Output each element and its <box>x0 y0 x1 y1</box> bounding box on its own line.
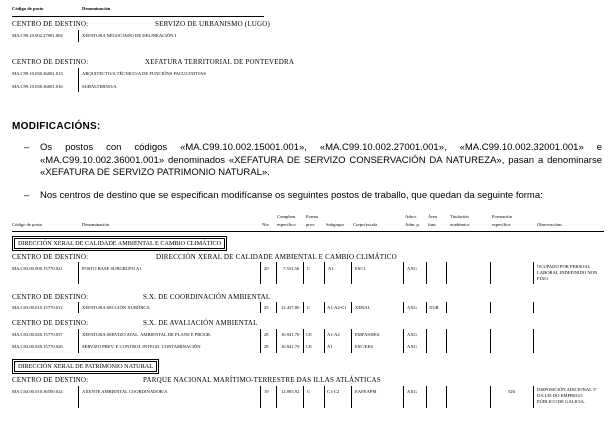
column-rule <box>276 386 277 408</box>
column-rule <box>403 302 404 313</box>
center-name: DIRECCIÓN XERAL DE CALIDADE AMBIENTAL E CAMBIO CLIMÁTICO <box>156 253 397 261</box>
post-training: 526 <box>508 389 515 394</box>
post-code: MA.C99.10.030.36001.016 <box>12 84 63 89</box>
column-rule <box>260 262 261 284</box>
column-rule <box>303 329 304 353</box>
center-label: CENTRO DE DESTINO: <box>12 253 89 261</box>
column-rule <box>303 302 304 313</box>
post-corps: EAFEAPM <box>355 389 377 394</box>
column-rule <box>490 329 491 353</box>
bullet-dash: – <box>24 142 30 153</box>
column-rule <box>446 302 447 313</box>
column-rule <box>403 329 404 353</box>
center-label: CENTRO DE DESTINO: <box>12 319 89 327</box>
post-corps: ESC/EES <box>355 344 373 349</box>
column-rule <box>533 386 534 408</box>
post-form: CE <box>306 344 312 349</box>
post-code: MA.C03.00.010.15770.012 <box>12 305 63 310</box>
post-level: 25 <box>264 305 269 310</box>
post-subgroup: A1 <box>328 266 334 271</box>
col-header-area: Área func. <box>428 214 438 227</box>
column-rule <box>490 302 491 313</box>
center-name: SERVIZO DE URBANISMO (LUGO) <box>155 20 271 28</box>
column-rule <box>276 302 277 313</box>
col-header-denomination: Denominación <box>82 222 110 227</box>
col-header-degree: Titulación académica <box>450 214 470 227</box>
post-adscription: AXG <box>407 266 417 271</box>
col-header-adscription: Adscr. Adm. p. <box>405 214 420 227</box>
post-code: MA.C03.00.020.15770.026 <box>12 344 63 349</box>
post-form: CE <box>306 332 312 337</box>
top-header-denomination: Denominación <box>82 6 111 11</box>
post-corps: ESC1 <box>355 266 366 271</box>
center-name: PARQUE NACIONAL MARÍTIMO-TERRESTRE DAS ILLAS ATLÁNTICAS <box>143 376 381 384</box>
column-rule <box>260 329 261 353</box>
col-header-code: Código de posto <box>12 222 43 227</box>
column-rule <box>78 302 79 313</box>
column-rule <box>490 386 491 408</box>
section-box: DIRECCIÓN XERAL DE PATRIMONIO NATURAL <box>14 361 157 372</box>
col-header-training: Formación específica <box>492 214 512 227</box>
post-form: C <box>307 389 311 394</box>
bullet-dash: – <box>24 190 30 201</box>
post-complement: 16.941,70 <box>281 332 300 337</box>
post-code: MA.C99.10.002.27001.004 <box>12 33 63 38</box>
post-corps: XERAL <box>355 305 371 310</box>
column-rule <box>533 329 534 353</box>
section-title: MODIFICACIÓNS: <box>12 121 101 132</box>
column-rule <box>276 262 277 284</box>
post-denomination: POSTO BASE SUBGRUPO A1 <box>82 266 142 271</box>
post-code: MA.C03.00.020.15770.037 <box>12 332 63 337</box>
column-rule <box>533 262 534 284</box>
post-area: XUR <box>429 305 439 310</box>
post-code: MA.C04.00.010.36500.024 <box>12 389 63 394</box>
column-rule <box>78 329 79 353</box>
column-rule <box>324 386 325 408</box>
column-rule <box>78 68 79 92</box>
post-denomination: XEFATURA SECCIÓN XURÍDICA <box>82 305 150 310</box>
column-rule <box>78 262 79 284</box>
post-adscription: AXG <box>407 344 417 349</box>
post-denomination: XEFATURA NEGOCIADO DE DELINEACIÓN I <box>82 33 177 38</box>
post-observations: DISPOSICIÓN ADICIONAL 5ª DA LEI DO EMPREGO PÚBLICO DE GALICIA. <box>537 387 597 404</box>
column-rule <box>324 302 325 313</box>
post-subgroup: A1 <box>327 344 333 349</box>
center-name: XEFATURA TERRITORIAL DE PONTEVEDRA <box>145 58 295 66</box>
column-rule <box>426 329 427 353</box>
modification-paragraph: Nos centros de destino que se especifican modifícanse os seguintes postos de traballo, que quedan da seguinte forma: <box>40 190 543 201</box>
column-rule <box>446 386 447 408</box>
center-label: CENTRO DE DESTINO: <box>12 20 89 28</box>
post-subgroup: A1-A2-C1 <box>327 305 347 310</box>
post-adscription: AXG <box>407 332 417 337</box>
column-rule <box>324 262 325 284</box>
post-corps: EMFAS/EES <box>355 332 380 337</box>
column-rule <box>533 302 534 313</box>
top-header-code: Código de posto <box>12 6 44 11</box>
center-label: CENTRO DE DESTINO: <box>12 376 89 384</box>
center-name: S.X. DE AVALIACIÓN AMBIENTAL <box>143 319 258 327</box>
post-level: 28 <box>264 332 269 337</box>
post-adscription: AXG <box>407 389 417 394</box>
column-rule <box>426 386 427 408</box>
post-complement: 12.457,80 <box>281 305 300 310</box>
section-box: DIRECCIÓN XERAL DE CALIDADE AMBIENTAL E CAMBIO CLIMÁTICO <box>14 238 225 249</box>
post-code: MA.C99.10.030.36001.013 <box>12 71 63 76</box>
column-rule <box>324 329 325 353</box>
column-rule <box>403 262 404 284</box>
column-rule <box>78 30 79 42</box>
post-complement: 12.085,92 <box>281 389 300 394</box>
center-name: S.X. DE COORDINACIÓN AMBIENTAL <box>143 293 271 301</box>
post-complement: 7.531,56 <box>283 266 300 271</box>
column-rule <box>426 302 427 313</box>
post-level: 28 <box>264 344 269 349</box>
column-rule <box>351 329 352 353</box>
post-denomination: SERVIZO PREV. E CONTROL INTEGD. CONTAMINACIÓN <box>82 344 201 349</box>
column-rule <box>260 302 261 313</box>
modification-paragraph: Os postos con códigos «MA.C99.10.002.15001.001», «MA.C99.10.002.27001.001», «MA.C99.10.002.32001.001» e «MA.C99.10.002.36001.001» denominados «XEFATURA DE SERVIZO CONSERVACIÓN DA NATUREZA», pasan a denominarse «XEFATURA DE SERVIZO PATRIMONIO NATURAL». <box>40 142 602 178</box>
post-observations: OCUPADO POR PERSOAL LABORAL INDEFINIDO NON FIXO. <box>537 264 598 281</box>
col-header-subgroup: Subgrupo <box>326 222 344 227</box>
post-complement: 16.941,70 <box>281 344 300 349</box>
post-form: C <box>307 305 311 310</box>
post-subgroup: A1-A2 <box>327 332 340 337</box>
column-rule <box>490 262 491 284</box>
column-rule <box>303 386 304 408</box>
post-denomination: XEFATURA SERVIZO AVAL. AMBIENTAL DE PLANS E PROGR. <box>82 332 212 337</box>
post-denomination: SUBALTERNO/A <box>82 84 117 89</box>
col-header-corps: Corpo/escala <box>353 222 377 227</box>
center-label: CENTRO DE DESTINO: <box>12 293 89 301</box>
column-rule <box>303 262 304 284</box>
col-header-level: Niv. <box>262 222 270 227</box>
column-rule <box>351 262 352 284</box>
col-header-observations: Observacións <box>537 222 563 227</box>
post-level: 19 <box>264 389 269 394</box>
column-rule <box>446 329 447 353</box>
post-subgroup: C1-C2 <box>327 389 340 394</box>
center-label: CENTRO DE DESTINO: <box>12 58 89 66</box>
column-rule <box>446 262 447 284</box>
column-rule <box>260 386 261 408</box>
column-rule <box>276 329 277 353</box>
column-rule <box>426 262 427 284</box>
post-denomination: AXENTE AMBIENTAL COORDINADOR/A <box>82 389 168 394</box>
post-level: 20 <box>264 266 269 271</box>
post-code: MA.C03.00.000.15770.021 <box>12 266 63 271</box>
table-header-rule <box>12 231 604 232</box>
column-rule <box>78 386 79 408</box>
col-header-form: Forma prov. <box>306 214 318 227</box>
column-rule <box>351 302 352 313</box>
post-denomination: ARQUITECTO/A TÉCNICO/A DE FUNCIÓNS FACULTATIVAS <box>82 71 206 76</box>
column-rule <box>403 386 404 408</box>
column-rule <box>351 386 352 408</box>
post-adscription: AXG <box>407 305 417 310</box>
col-header-complement: Complem. específico <box>277 214 297 227</box>
post-form: C <box>307 266 311 271</box>
top-header-rule <box>12 16 264 17</box>
